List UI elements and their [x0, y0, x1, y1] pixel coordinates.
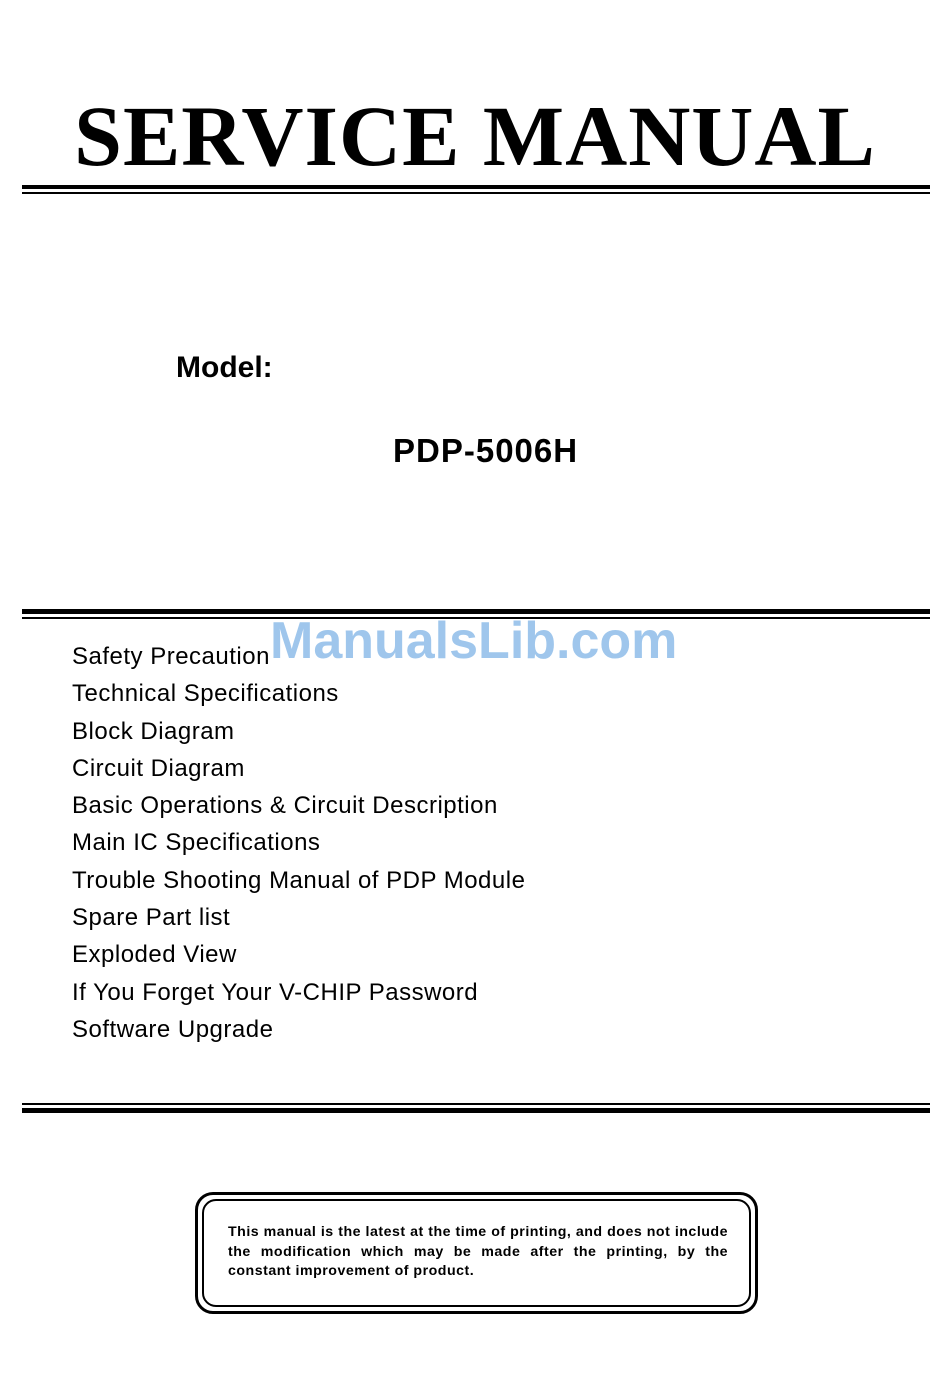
- contents-item-main-ic-specifications: Main IC Specifications: [72, 829, 321, 857]
- title-rule-thin: [22, 192, 930, 194]
- notice-box: [195, 1192, 758, 1314]
- contents-item-v-chip-password: If You Forget Your V-CHIP Password: [72, 978, 479, 1006]
- contents-item-block-diagram: Block Diagram: [72, 717, 235, 745]
- contents-item-trouble-shooting: Trouble Shooting Manual of PDP Module: [72, 866, 526, 894]
- contents-item-circuit-diagram: Circuit Diagram: [72, 754, 245, 782]
- contents-item-spare-part-list: Spare Part list: [72, 904, 231, 932]
- contents-item-safety-precaution: Safety Precaution: [72, 643, 270, 670]
- title-rule-thick: [22, 185, 930, 189]
- contents-item-exploded-view: Exploded View: [72, 941, 237, 969]
- watermark: ManualsLib.com: [270, 612, 678, 670]
- model-number: PDP-5006H: [393, 432, 579, 469]
- model-label: Model:: [176, 351, 273, 384]
- contents-item-software-upgrade: Software Upgrade: [72, 1015, 274, 1043]
- contents-bottom-rule-thin: [22, 1103, 930, 1105]
- contents-list: [72, 638, 525, 1048]
- contents-item-technical-specifications: Technical Specifications: [72, 680, 339, 708]
- contents-item-basic-operations: Basic Operations & Circuit Description: [72, 792, 498, 820]
- notice-text: This manual is the latest at the time of printing, and does not include the modification which may be made after the printing, by the constant improvement of product.: [228, 1224, 728, 1280]
- document-title: SERVICE MANUAL: [74, 88, 876, 184]
- contents-bottom-rule-thick: [22, 1108, 930, 1113]
